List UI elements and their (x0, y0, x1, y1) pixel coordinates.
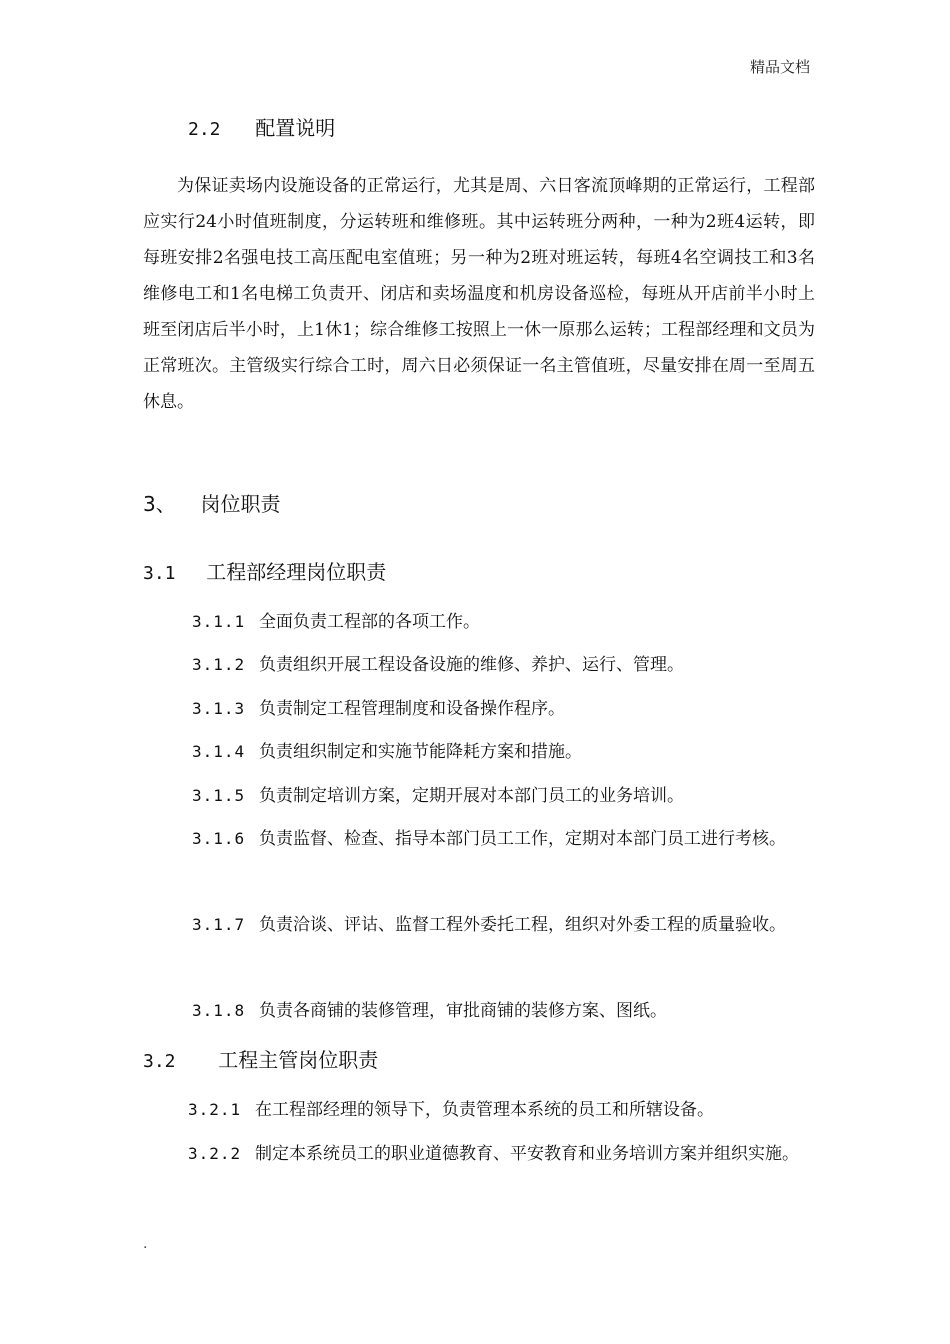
item-text: 制定本系统员工的职业道德教育、平安教育和业务培训方案并组织实施。 (255, 1144, 799, 1164)
list-item (192, 903, 832, 947)
item-number: 3.1.7 (192, 915, 246, 934)
item-number: 3.1.8 (192, 1001, 246, 1020)
footer-dot: . (143, 1236, 148, 1252)
item-text: 负责组织制定和实施节能降耗方案和措施。 (259, 742, 582, 762)
item-text: 负责制定工程管理制度和设备操作程序。 (259, 699, 565, 719)
item-number: 3.1.3 (192, 699, 246, 718)
section-title: 工程主管岗位职责 (218, 1048, 379, 1072)
section-number: 2.2 (188, 119, 221, 140)
section-title: 配置说明 (255, 116, 336, 140)
item-number: 3.1.4 (192, 742, 246, 761)
item-number: 3.1.1 (192, 612, 246, 631)
section-2-2-paragraph (143, 168, 815, 420)
paragraph-text: 为保证卖场内设施设备的正常运行，尤其是周、六日客流顶峰期的正常运行，工程部应实行24小时值班制度，分运转班和维修班。其中运转班分两种，一种为2班4运转，即每班安排2名强电技工高压配电室值班；另一种为2班对班运转，每班4名空调技工和3名维修电工和1名电梯工负责开、闭店和卖场温度和机房设备巡检，每班从开店前半小时上班至闭店后半小时，上1休1；综合维修工按照上一休一原那么运转；工程部经理和文员为正常班次。主管级实行综合工时，周六日必须保证一名主管值班，尽量安排在周一至周五休息。 (143, 176, 815, 412)
item-number: 3.2.1 (188, 1100, 242, 1119)
list-item (188, 1132, 828, 1176)
item-text: 全面负责工程部的各项工作。 (259, 612, 480, 632)
item-text: 负责洽谈、评诂、监督工程外委托工程，组织对外委工程的质量验收。 (259, 915, 786, 935)
list-item (192, 774, 832, 818)
item-text: 在工程部经理的领导下，负责管理本系统的员工和所辖设备。 (255, 1100, 714, 1120)
list-item (192, 817, 832, 861)
section-3-1-heading (143, 556, 386, 585)
list-item (192, 643, 832, 687)
item-text: 负责监督、检查、指导本部门员工工作，定期对本部门员工进行考核。 (259, 829, 786, 849)
section-title: 岗位职责 (200, 492, 281, 516)
section-number: 3.1 (143, 563, 176, 584)
item-text: 负责制定培训方案，定期开展对本部门员工的业务培训。 (259, 786, 684, 806)
item-text: 负责各商铺的装修管理，审批商铺的装修方案、图纸。 (259, 1001, 667, 1021)
section-number: 3、 (143, 492, 176, 516)
section-number: 3.2 (143, 1051, 176, 1072)
list-item (192, 600, 832, 644)
section-title: 工程部经理岗位职责 (206, 560, 387, 584)
header-watermark-text: 精品文档 (749, 58, 810, 76)
item-number: 3.1.6 (192, 829, 246, 848)
list-item (192, 989, 832, 1033)
item-number: 3.1.5 (192, 786, 246, 805)
section-3-2-heading (143, 1044, 378, 1073)
list-item (192, 730, 832, 774)
item-text: 负责组织开展工程设备设施的维修、养护、运行、管理。 (259, 655, 684, 675)
section-2-2-heading (188, 112, 335, 141)
item-number: 3.2.2 (188, 1144, 242, 1163)
item-number: 3.1.2 (192, 655, 246, 674)
list-item (192, 687, 832, 731)
list-item (188, 1088, 828, 1132)
section-3-heading (143, 488, 280, 517)
